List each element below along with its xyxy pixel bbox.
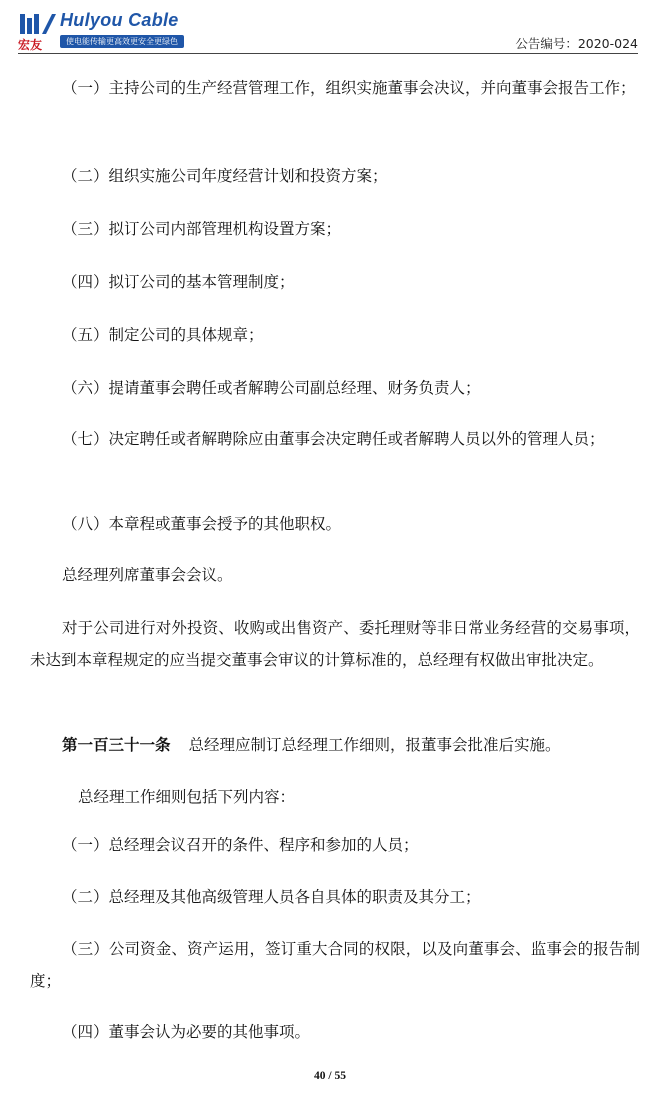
article-131 (30, 729, 640, 761)
paragraph-item-6: （六）提请董事会聘任或者解聘公司副总经理、财务负责人； (62, 379, 481, 397)
article-text: 总经理应制订总经理工作细则，报董事会批准后实施。 (188, 736, 561, 754)
logo-chinese-name: 宏友 (18, 38, 43, 52)
logo-name: Hulyou Cable (60, 10, 179, 30)
paragraph-approval-authority: 对于公司进行对外投资、收购或出售资产、委托理财等非日常业务经营的交易事项，未达到本章程规定的应当提交董事会审议的计算标准的，总经理有权做出审批决定。 (30, 619, 640, 669)
rules-item-3: （三）公司资金、资产运用，签订重大合同的权限，以及向董事会、监事会的报告制度； (30, 940, 640, 990)
paragraph-item-8: （八）本章程或董事会授予的其他职权。 (62, 515, 342, 533)
paragraph-item-3: （三）拟订公司内部管理机构设置方案； (62, 220, 342, 238)
paragraph-item-7: （七）决定聘任或者解聘除应由董事会决定聘任或者解聘人员以外的管理人员； (62, 430, 605, 448)
article-title: 第一百三十一条 (62, 735, 171, 754)
logo-slogan: 使电能传输更高效更安全更绿色 (60, 35, 184, 48)
header-divider (18, 53, 638, 54)
paragraph-item-5: （五）制定公司的具体规章； (62, 326, 264, 344)
paragraph-rules-intro: 总经理工作细则包括下列内容： (78, 788, 296, 806)
rules-item-1: （一）总经理会议召开的条件、程序和参加的人员； (62, 836, 419, 854)
paragraph-item-4: （四）拟订公司的基本管理制度； (62, 273, 295, 291)
page-number: 40 / 55 (314, 1070, 346, 1082)
rules-item-2: （二）总经理及其他高级管理人员各自具体的职责及其分工； (62, 888, 481, 906)
company-logo (18, 10, 198, 52)
paragraph-attendance: 总经理列席董事会会议。 (62, 566, 233, 584)
paragraph-item-1: （一）主持公司的生产经营管理工作，组织实施董事会决议，并向董事会报告工作； (62, 79, 636, 97)
rules-item-4: （四）董事会认为必要的其他事项。 (62, 1023, 311, 1041)
page-header (18, 10, 638, 52)
paragraph-item-2: （二）组织实施公司年度经营计划和投资方案； (62, 167, 388, 185)
logo-mark-icon (18, 12, 58, 36)
announcement-number: 公告编号：2020-024 (515, 36, 638, 51)
